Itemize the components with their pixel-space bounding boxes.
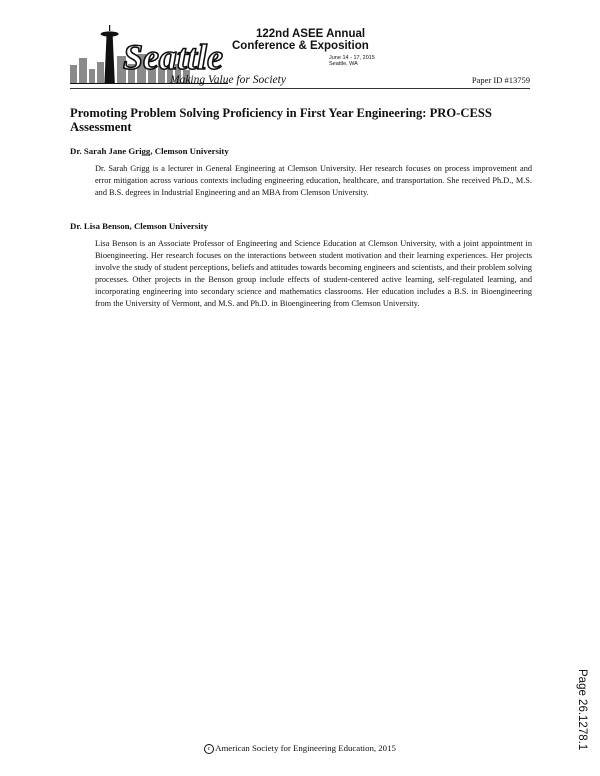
conference-name: 122nd ASEE Annual	[256, 28, 366, 40]
header-divider	[70, 88, 530, 89]
copyright-footer	[0, 743, 600, 754]
copyright-icon: c	[204, 744, 214, 754]
conference-subtitle: Conference & Exposition	[232, 40, 369, 53]
logo-text: Seattle	[123, 37, 223, 77]
copyright-text: American Society for Engineering Education, 2015	[215, 743, 396, 753]
author-name: Dr. Lisa Benson, Clemson University	[70, 221, 208, 231]
author-bio: Lisa Benson is an Associate Professor of Engineering and Science Education at Clemson University, with a joint appointment in Bioengineering. Her research focuses on the interactions between student motivation and their learning experiences. Her projects involve the study of student perceptions, beliefs and attitudes towards becoming engineers and scientists, and their problem solving processes. Other projects in the Benson group include effects of student-centered active learning, self-regulated learning, and incorporating engineering into secondary science and mathematics classrooms. Her education includes a B.S. in Bioengineering from the University of Vermont, and M.S. and Ph.D. in Bioengineering from Clemson University.	[95, 239, 532, 308]
logo-tagline: Making Value for Society	[170, 74, 286, 86]
conference-location: Seattle, WA	[329, 60, 358, 67]
paper-title: Promoting Problem Solving Proficiency in First Year Engineering: PRO-CESS Assessment	[70, 106, 492, 134]
conference-block	[232, 28, 375, 68]
author-bio: Dr. Sarah Grigg is a lecturer in General Engineering at Clemson University. Her research focuses on process improvement and error mitigation across various contexts including engineering education, healthcare, and transportation. She received Ph.D., M.S. and B.S. degrees in Industrial Engineering and an MBA from Clemson University.	[95, 164, 532, 197]
author-name: Dr. Sarah Jane Grigg, Clemson University	[70, 146, 229, 156]
page-number: Page 26.1278.1	[576, 669, 588, 751]
conference-dates: June 14 - 17, 2015	[329, 54, 375, 61]
paper-id: Paper ID #13759	[471, 75, 530, 85]
